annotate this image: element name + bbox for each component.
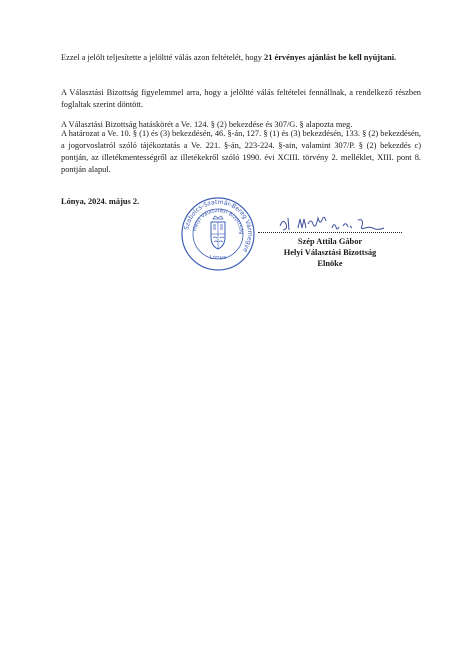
paragraph-decision: A Választási Bizottság figyelemmel arra, hogy a jelöltté válás feltételei fennállnak, a rendelkező részben foglaltak szerint döntött.	[61, 88, 421, 109]
paragraph-recommendations	[61, 52, 421, 64]
stamp-ring-text: Szabolcs-Szatmár-Bereg Vármegye	[183, 198, 254, 254]
signer-name: Szép Attila Gábor	[297, 237, 363, 246]
place-and-date: Lónya, 2024. május 2.	[61, 197, 140, 206]
signer-role: Elnöke	[317, 259, 343, 268]
signer-body: Helyi Választási Bizottság	[283, 248, 377, 257]
paragraph-recommendations-text: Ezzel a jelölt teljesítette a jelöltté válás azon feltételét, hogy	[61, 53, 265, 62]
stamp-inner-text: Helyi Választási Bizottság	[192, 207, 245, 235]
paragraph-legal-basis: A határozat a Ve. 10. § (1) és (3) bekezdésén, 46. §-án, 127. § (1) és (3) bekezdésén, 133. § (2) bekezdésén, a jogorvoslatról szóló tájékoztatás a Ve. 221. §-án, 223-224. §-ain, valamint 307/P. § (2) bekezdés c) pontján, az illetékmentességről az illetékekről szóló 1990. évi XCIII. törvény 2. melléklet, XIII. pont 8. pontján alapul.	[61, 129, 421, 174]
paragraph-competence: A Választási Bizottság hatáskörét a Ve. 124. § (2) bekezdése és 307/G. § alapozta meg.	[61, 120, 353, 129]
coat-of-arms-icon	[211, 216, 225, 249]
stamp-bottom-text: Lónya	[209, 255, 227, 261]
paragraph-recommendations-bold: 21 érvényes ajánlást be kell nyújtani.	[264, 53, 397, 62]
signature-line	[258, 229, 402, 233]
official-stamp	[180, 196, 256, 272]
